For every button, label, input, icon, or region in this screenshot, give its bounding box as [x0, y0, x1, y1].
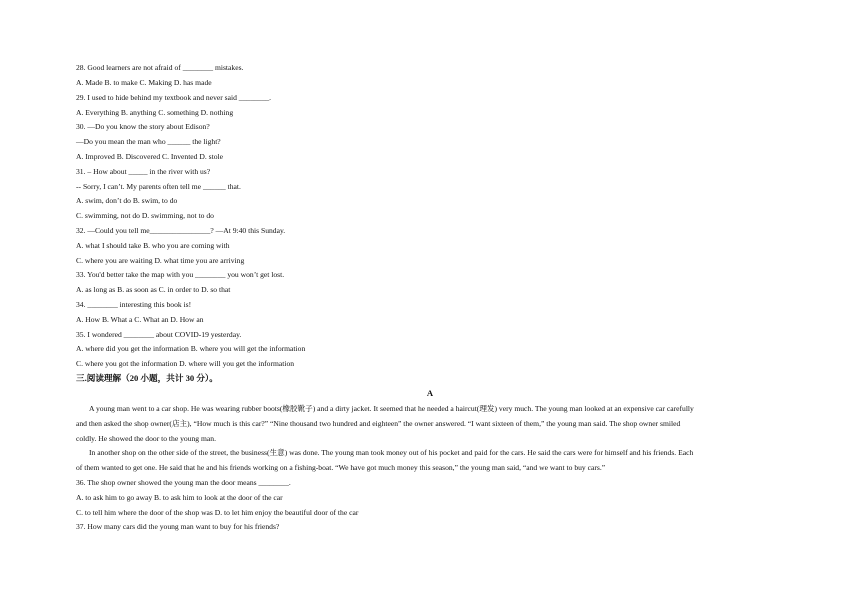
- section-heading: 三.阅读理解（20 小题，共计 30 分）。: [76, 373, 218, 383]
- passage-line-5: of them wanted to get one. He said that he and his friends working on a fishing-boat. “We have got much money this season,” the young man said, “and we want to buy cars.”: [76, 463, 606, 472]
- question-28-stem: 28. Good learners are not afraid of ________ mistakes.: [76, 63, 244, 72]
- passage-line-2: and then asked the shop owner(店主), “How much is this car?” “Nine thousand two hundred and eighteen” the owner answered. “I want sixteen of them,” the young man said. The shop owner smiled: [76, 419, 681, 428]
- question-36-stem: 36. The shop owner showed the young man the door means ________.: [76, 478, 291, 487]
- passage-line-4: In another shop on the other side of the street, the business(生意) was done. The young man took money out of his pocket and paid for the cars. He said the cars were for himself and his friends. Each: [89, 448, 694, 457]
- question-34-stem: 34. ________ interesting this book is!: [76, 300, 192, 309]
- question-35-options: A. where did you get the information B. where you will get the information: [76, 344, 306, 353]
- question-31-options: A. swim, don’t do B. swim, to do: [76, 196, 178, 205]
- question-30-stem-2: —Do you mean the man who ______ the light?: [76, 137, 221, 146]
- question-32-options-2: C. where you are waiting D. what time you are arriving: [76, 256, 245, 265]
- question-32-stem: 32. ―Could you tell me________________? ―At 9:40 this Sunday.: [76, 226, 286, 235]
- question-29-stem: 29. I used to hide behind my textbook and never said ________.: [76, 93, 272, 102]
- passage-label: A: [426, 388, 434, 398]
- question-28-options: A. Made B. to make C. Making D. has made: [76, 78, 212, 87]
- question-31-stem-2: -- Sorry, I can’t. My parents often tell me ______ that.: [76, 182, 241, 191]
- question-30-options: A. Improved B. Discovered C. Invented D. stole: [76, 152, 223, 161]
- question-37-stem: 37. How many cars did the young man want to buy for his friends?: [76, 522, 280, 531]
- question-33-options: A. as long as B. as soon as C. in order to D. so that: [76, 285, 231, 294]
- question-31-stem: 31. – How about _____ in the river with us?: [76, 167, 211, 176]
- question-32-options: A. what I should take B. who you are coming with: [76, 241, 230, 250]
- passage-line-3: coldly. He showed the door to the young man.: [76, 434, 216, 443]
- passage-line-1: A young man went to a car shop. He was wearing rubber boots(橡胶靴子) and a dirty jacket. It seemed that he needed a haircut(理发) very much. The young man looked at an expensive car carefully: [89, 404, 694, 413]
- question-29-options: A. Everything B. anything C. something D. nothing: [76, 108, 234, 117]
- question-35-stem: 35. I wondered ________ about COVID-19 yesterday.: [76, 330, 242, 339]
- question-36-options-2: C. to tell him where the door of the shop was D. to let him enjoy the beautiful door of the car: [76, 508, 359, 517]
- question-30-stem: 30. —Do you know the story about Edison?: [76, 122, 210, 131]
- question-33-stem: 33. You'd better take the map with you ________ you won’t get lost.: [76, 270, 285, 279]
- question-35-options-2: C. where you got the information D. where will you get the information: [76, 359, 295, 368]
- question-31-options-2: C. swimming, not do D. swimming, not to do: [76, 211, 214, 220]
- question-34-options: A. How B. What a C. What an D. How an: [76, 315, 204, 324]
- question-36-options: A. to ask him to go away B. to ask him to look at the door of the car: [76, 493, 283, 502]
